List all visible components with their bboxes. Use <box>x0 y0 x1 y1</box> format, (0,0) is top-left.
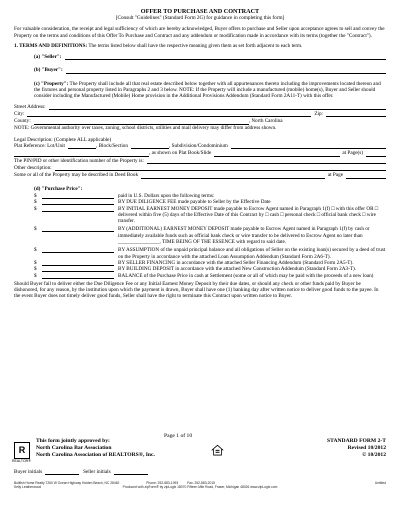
plat-row <box>14 143 386 149</box>
purchase-price-row <box>14 273 386 279</box>
purchase-price-text: paid in U.S. Dollars upon the following terms: <box>118 192 215 199</box>
purchase-price-text: BY BUILDING DEPOSIT in accordance with the attached New Construction Addendum (Standard Form 2A3-T). <box>118 266 356 273</box>
buyer-field[interactable] <box>66 68 386 74</box>
approval-block <box>36 438 155 459</box>
dollar-sign: $ <box>34 266 37 273</box>
pin-label: The PIN/PID or other identification number of the Property is: <box>14 157 144 164</box>
section-1-text: The terms listed below shall have the respective meaning given them as set forth adjacent to each term. <box>88 42 303 49</box>
plat-continued-field[interactable] <box>14 151 149 157</box>
governmental-note: NOTE: Governmental authority over taxes, zoning, school districts, utilities and mail delivery may differ from address shown. <box>14 124 277 131</box>
plat-page-field[interactable] <box>366 151 386 157</box>
seller-initials-label: Seller initials <box>83 469 111 475</box>
fine-print-phone: Phone: 252-883-1093 <box>146 481 179 485</box>
dollar-sign: $ <box>34 259 37 266</box>
amount-field[interactable] <box>42 247 114 253</box>
purchase-price-list <box>14 193 386 279</box>
fine-print-fax: Fax: 252-883-2015 <box>187 481 215 485</box>
seller-label: (a) "Seller": <box>34 54 62 61</box>
plat-label: Plat Reference: Lot/Unit <box>14 143 65 150</box>
street-label: Street Address: <box>14 103 46 110</box>
document-subtitle: [Consult "Guidelines" (Standard Form 2G) for guidance in completing this form] <box>115 15 285 21</box>
city-label: City: <box>14 110 25 117</box>
city-row <box>14 111 386 117</box>
amount-field[interactable] <box>42 266 114 272</box>
approval-line-1: This form jointly approved by: <box>36 438 110 444</box>
seller-initials-field[interactable] <box>114 469 148 475</box>
fine-print-producer: Produced with zipForm® by zipLogix 18070 Fifteen Mile Road, Fraser, Michigan 48026 www.zipLogix.com <box>122 485 278 489</box>
purchase-price-text: BALANCE of the Purchase Price in cash at Settlement (some or all of which may be paid with the proceeds of a new loan) <box>118 272 374 279</box>
purchase-price-text: BY SELLER FINANCING in accordance with the attached Seller Financing Addendum (Standard Form 2A5-T). <box>118 259 354 266</box>
purchase-price-row <box>14 206 386 225</box>
purchase-price-text: BY (ADDITIONAL) EARNEST MONEY DEPOSIT made payable to Escrow Agent named in Paragraph 1(f) by cash or immediately available funds such as official bank check or wire transfer to be delivered to Escrow Agent no later than ________________, TIME BEING OF THE ESSENCE with regard to said date. <box>118 226 370 246</box>
section-1 <box>14 43 386 49</box>
zip-field[interactable] <box>326 111 386 117</box>
form-identifier <box>327 438 386 459</box>
other-desc-label: Other description: <box>14 165 52 172</box>
property-label: (c) "Property": <box>34 80 69 87</box>
city-field[interactable] <box>27 111 311 117</box>
section-1-heading: 1. TERMS AND DEFINITIONS: <box>14 42 88 49</box>
document-title: OFFER TO PURCHASE AND CONTRACT <box>140 8 260 15</box>
dollar-sign: $ <box>34 192 37 199</box>
other-desc-row <box>14 165 386 171</box>
form-copyright: © 10/2012 <box>362 452 386 458</box>
fine-print <box>14 481 386 489</box>
pin-row <box>14 158 386 164</box>
form-revised: Revised 10/2012 <box>347 445 386 451</box>
buyer-row <box>14 67 386 73</box>
block-field[interactable] <box>131 143 169 149</box>
amount-field[interactable] <box>42 273 114 279</box>
subdivision-label: , Subdivision/Condominium <box>169 143 228 150</box>
dollar-sign: $ <box>34 272 37 279</box>
plat-book-row <box>14 150 386 156</box>
realtor-logo-caption: REALTOR® <box>12 459 31 463</box>
purchase-price-row <box>14 247 386 260</box>
property-text: The Property shall include all that real estate described below together with all appurtenances thereto including the improvements located thereon and the fixtures and personal property listed in Paragraphs 2 and 3 below. NOTE: If the Property will include a manufactured (mobile) home(s), Buyer and Seller should consider including the Manufactured (Mobile) Home provision in the Additional Provisions Addendum (Standard Form 2A11-T) with this offer. <box>34 80 381 100</box>
subdivision-field[interactable] <box>231 143 386 149</box>
deed-page-field[interactable] <box>346 173 386 179</box>
buyer-initials-field[interactable] <box>45 469 79 475</box>
approval-line-3: North Carolina Association of REALTORS®, Inc. <box>36 452 155 458</box>
other-desc-field[interactable] <box>55 165 386 171</box>
realtor-logo-icon: R <box>14 442 30 459</box>
dollar-sign: $ <box>34 205 37 212</box>
block-label: , Block/Section <box>96 143 128 150</box>
property-paragraph <box>14 81 386 100</box>
deed-page-label: at Page <box>327 172 343 179</box>
purchase-price-label: (d) "Purchase Price": <box>34 185 83 192</box>
deed-row <box>14 172 386 178</box>
approval-line-2: North Carolina Bar Association <box>36 445 112 451</box>
intro-paragraph: For valuable consideration, the receipt and legal sufficiency of which are hereby acknowledged, Buyer offers to purchase and Seller upon acceptance agrees to sell and convey the Property on the terms and conditions of this Offer To Purchase and Contract and any addendum or modification made in accordance with its terms (together the "Contract"). <box>14 26 385 39</box>
purchase-price-text: BY ASSUMPTION of the unpaid principal balance and all obligations of Seller on the existing loan(s) secured by a deed of trust on the Property in accordance with the attached Loan Assumption Addendum (Standard Form 2A6-T). <box>118 247 386 260</box>
fine-print-docname: Untitled <box>374 481 386 485</box>
amount-field[interactable] <box>42 260 114 266</box>
purchase-price-text: BY DUE DILIGENCE FEE made payable to Seller by the Effective Date <box>118 199 271 206</box>
street-row <box>14 104 386 110</box>
amount-field[interactable] <box>42 193 114 199</box>
amount-field[interactable] <box>42 206 114 212</box>
equal-housing-icon <box>211 444 224 457</box>
page-number: Page 1 of 10 <box>164 433 193 439</box>
plat-book-label: , as shown on Plat Book/Slide <box>149 150 212 157</box>
lot-field[interactable] <box>68 143 96 149</box>
closing-paragraph: Should Buyer fail to deliver either the Due Diligence Fee or any Initial Earnest Money Deposit by their due dates, or should any check or other funds paid by Buyer be dishonored, for any reason, by the institution upon which the payment is drawn, Buyer shall have one (1) banking day after written notice to deliver good funds to the payee. In the event Buyer does not timely deliver good funds, Seller shall have the right to terminate this Contract upon written notice to Buyer. <box>14 280 379 300</box>
north-carolina-text: , North Carolina <box>248 118 283 125</box>
fine-print-agent: Kelly Leatherwood <box>14 485 42 489</box>
note-paragraph <box>14 125 386 131</box>
purchase-price-text: BY INITIAL EARNEST MONEY DEPOSIT made payable to Escrow Agent named in Paragraph 1(f) □ with this offer OR □ delivered within five (5) days of the Effective Date of this Contract by □ cash □ personal check □ official bank check □ wire transfer. <box>118 205 378 225</box>
street-field[interactable] <box>49 104 386 110</box>
buyer-label: (b) "Buyer": <box>34 67 63 74</box>
deed-label: Some or all of the Property may be described in Deed Book <box>14 172 139 179</box>
dollar-sign: $ <box>34 199 37 206</box>
plat-book-field[interactable] <box>214 151 340 157</box>
buyer-initials-label: Buyer initials <box>14 469 43 475</box>
dollar-sign: $ <box>34 247 37 254</box>
page-label: at Page(s) <box>342 150 363 157</box>
dollar-sign: $ <box>34 226 37 233</box>
seller-field[interactable] <box>65 54 386 60</box>
county-label: County: <box>14 118 31 125</box>
amount-field[interactable] <box>42 199 114 205</box>
seller-row <box>14 54 386 60</box>
deed-book-field[interactable] <box>141 173 325 179</box>
pin-field[interactable] <box>147 158 386 164</box>
zip-label: Zip: <box>314 110 323 117</box>
initials-row <box>14 469 214 475</box>
fine-print-office: Bullfish Home Realty 7260 W Ocean Highway Holden Beach, NC 28462 <box>14 481 120 485</box>
purchase-price-row <box>14 226 386 245</box>
legal-description-label: Legal Description: (Complete ALL applicable) <box>14 136 112 143</box>
amount-field[interactable] <box>42 226 114 232</box>
form-number: STANDARD FORM 2-T <box>327 438 386 444</box>
